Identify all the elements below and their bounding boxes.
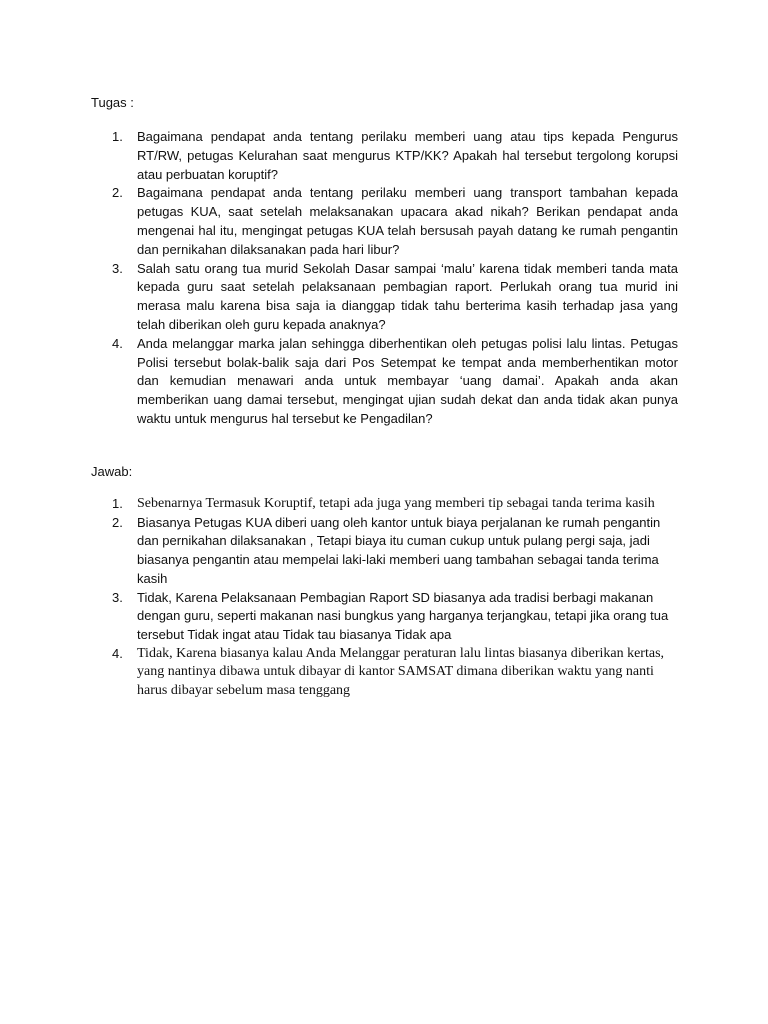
- list-number: 1.: [112, 129, 123, 144]
- list-number: 1.: [112, 496, 123, 511]
- question-text: Anda melanggar marka jalan sehingga diberhentikan oleh petugas polisi lalu lintas. Petugas Polisi tersebut bolak-balik saja dari Pos Setempat ke tempat anda memberhentikan motor dan kemudian menawari anda untuk membayar ‘uang damai’. Apakah anda akan memberikan uang damai tersebut, mengingat ujian sudah dekat dan anda tidak akan punya waktu untuk mengurus hal tersebut ke Pengadilan?: [137, 335, 678, 426]
- question-text: Bagaimana pendapat anda tentang perilaku memberi uang atau tips kepada Pengurus RT/RW, petugas Kelurahan saat mengurus KTP/KK? Apakah hal tersebut tergolong korupsi atau perbuatan koruptif?: [137, 129, 678, 182]
- tugas-heading: Tugas :: [91, 95, 134, 110]
- answer-text: Biasanya Petugas KUA diberi uang oleh kantor untuk biaya perjalanan ke rumah pengantin dan pernikahan dilaksanakan , Tetapi biaya itu cuman cukup untuk pulang pergi saja, jadi biasanya pengantin atau mempelai laki-laki memberi uang tambahan sebagai tanda terima kasih: [137, 514, 661, 586]
- tugas-question-list: [91, 128, 678, 429]
- tugas-question-item: [91, 128, 678, 184]
- tugas-question-item: [91, 184, 678, 259]
- question-text: Salah satu orang tua murid Sekolah Dasar sampai ‘malu’ karena tidak memberi tanda mata kepada guru saat setelah pelaksanaan pembagian raport. Perlukah orang tua murid ini merasa malu karena bisa saja ia dianggap tidak tahu berterima kasih terhadap jasa yang telah diberikan oleh guru kepada anaknya?: [137, 260, 678, 332]
- list-number: 2.: [112, 185, 123, 201]
- tugas-question-item: [91, 260, 678, 335]
- answer-text: Tidak, Karena biasanya kalau Anda Melanggar peraturan lalu lintas biasanya diberikan kertas, yang nantinya dibawa untuk dibayar di kantor SAMSAT dimana diberikan waktu yang nanti harus dibayar sebelum masa tenggang: [137, 645, 665, 699]
- jawab-answer-list: [91, 495, 678, 701]
- answer-text: Tidak, Karena Pelaksanaan Pembagian Raport SD biasanya ada tradisi berbagi makanan dengan guru, seperti makanan nasi bungkus yang harganya terjangkau, tetapi jika orang tua tersebut Tidak ingat atau Tidak tau biasanya Tidak apa: [137, 589, 669, 642]
- list-number: 4.: [112, 645, 123, 661]
- list-number: 4.: [112, 335, 123, 351]
- list-number: 2.: [112, 514, 123, 530]
- jawab-answer-item: [91, 495, 678, 514]
- list-number: 3.: [112, 260, 123, 276]
- question-text: Bagaimana pendapat anda tentang perilaku memberi uang transport tambahan kepada petugas KUA, saat setelah melaksanakan upacara akad nikah? Berikan pendapat anda mengenai hal itu, mengingat petugas KUA telah bersusah payah datang ke rumah pengantin dan pernikahan dilaksanakan pada hari libur?: [137, 185, 678, 257]
- jawab-heading: Jawab:: [91, 464, 133, 479]
- answer-text: Sebenarnya Termasuk Koruptif, tetapi ada juga yang memberi tip sebagai tanda terima kasih: [137, 496, 655, 511]
- tugas-question-item: [91, 335, 678, 429]
- jawab-answer-item: [91, 514, 678, 589]
- list-number: 3.: [112, 589, 123, 605]
- jawab-answer-item: [91, 645, 678, 701]
- jawab-answer-item: [91, 589, 678, 645]
